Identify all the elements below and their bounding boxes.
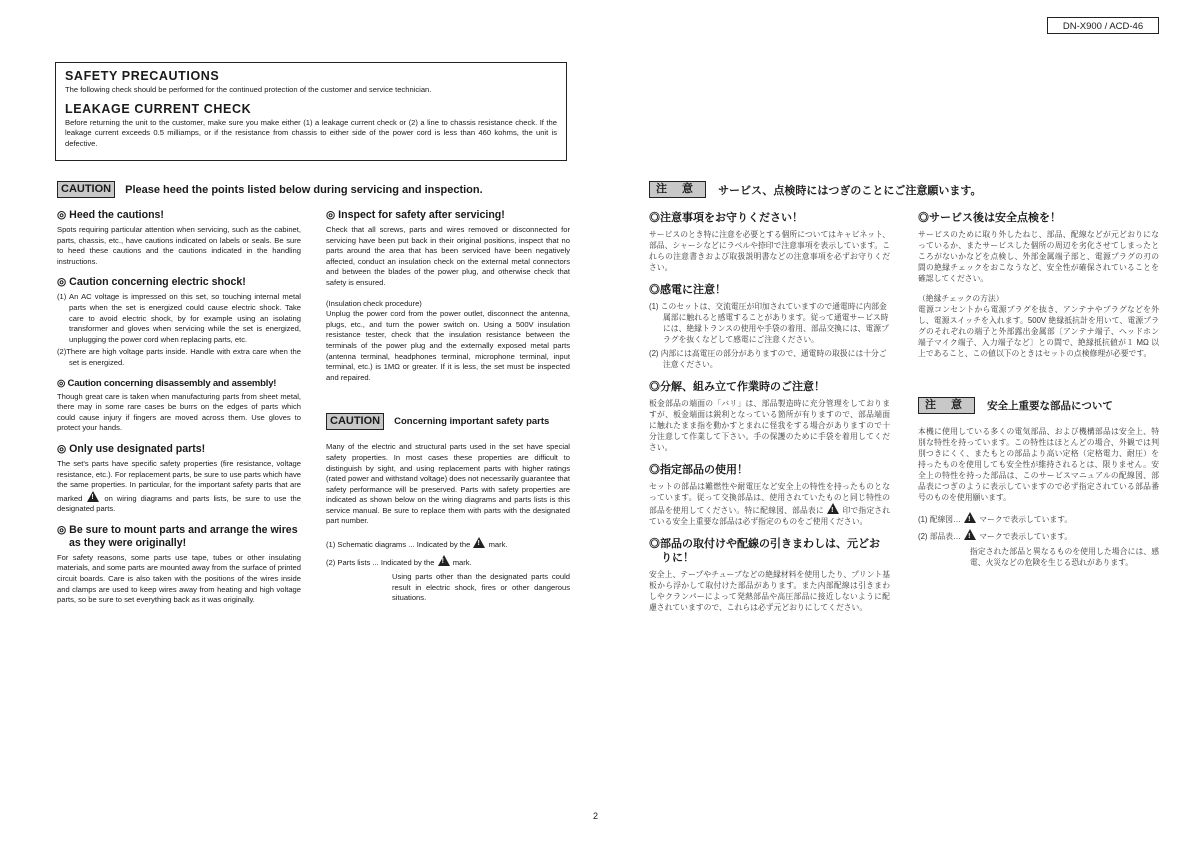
jp-insulation-text: 電源コンセントから電源プラグを抜き、アンテナやプラグなどを外し、電源スイッチを入れます。500V 絶縁抵抗計を用いて、電源プラグのそれぞれの端子と外部露出金属部〔アンテナ端子、ヘッドホン端子マイク端子、入力端子など〕との間で、絶縁抵抗値が１ MΩ 以上であること、この値以下のときはセットの点検修理が必要です。 [918, 305, 1159, 358]
middle-column [326, 209, 570, 604]
jp-designated-text-a: セットの部品は難燃性や耐電圧など安全上の特性を持ったものとなっています。従って交換部品は、使用されていたものと同じ特性の部品を使用してください。特に配線図、部品表に [649, 482, 890, 515]
model-number-box: DN-X900 / ACD-46 [1047, 17, 1159, 34]
safety-parts-heading: Concerning important safety parts [394, 416, 550, 428]
electric-shock-item-1: (1) An AC voltage is impressed on this set, so touching internal metal parts when the set is energized could cause electric shock. Take care to avoid electric shock, by for example using an isolating transformer and gloves when servicing while the set is energized, unplugging the power cord when replacing parts, etc. [57, 292, 301, 344]
designated-parts-text-a: The set's parts have specific safety properties (fire resistance, voltage resistance, etc.). For replacement parts, be sure to use parts which have the same properties. In particular, for the important safety parts that are marked [57, 458, 301, 503]
jp-mount-title: ◎部品の取付けや配線の引きまわしは、元どおりに！ [649, 538, 880, 564]
jp-caution-heading-row [649, 181, 982, 198]
jp-schematic-item [918, 512, 1159, 525]
jp-mount-text: 安全上、テープやチューブなどの絶縁材料を使用したり、プリント基板から浮かして取付けた部品があります。また内部配線は引きまわしやクランパーによって発熱部品や高圧部品に接近しないように配慮されていますので、これらは必ず元どおりにしてください。 [649, 570, 890, 612]
mount-parts-text: For safety reasons, some parts use tape, tubes or other insulating materials, and some parts are mounted away from the surface of printed circuit boards. Care is also taken with the positions of the wires inside and clamps are used to keep wires away from heating and high voltage parts, so be sure to set everything back as it was originally. [57, 552, 301, 605]
jp-parts-warning-note: 指定された部品と異なるものを使用した場合には、感電、火災などの危険を生じる恐れがあります。 [970, 547, 1159, 567]
insulation-text: Unplug the power cord from the power outlet, disconnect the antenna, plugs, etc., and turn the power switch on. Using a 500V insulation resistance tester, check that the insulation resistance between the terminals of the power plug and the externally exposed metal parts (antenna terminal, headphones terminal, microphone terminal, input terminal, etc.) is 1MΩ or greater. If it is less, the set must be inspected and repaired. [326, 309, 570, 382]
jp-shock-item-1: (1) このセットは、交流電圧が印加されていますので通電時に内部金属部に触れると感電することがあります。従って通電サービス時には、絶縁トランスの使用や手袋の着用、部品交換には、電源プラグを抜くなどして感電にご注意ください。 [649, 302, 889, 344]
warning-triangle-icon [827, 503, 839, 514]
heed-cautions-title: ◎ Heed the cautions! [57, 209, 164, 221]
warning-triangle-icon [964, 512, 976, 523]
jp-right-column [918, 211, 1159, 568]
schematic-item-a: (1) Schematic diagrams ... Indicated by the [326, 540, 471, 550]
warning-triangle-icon [473, 537, 485, 548]
electric-shock-item-2: (2)There are high voltage parts inside. Handle with extra care when the set is energized. [57, 347, 301, 367]
warning-triangle-icon [438, 555, 450, 566]
parts-list-item [326, 555, 570, 569]
jp-assembly-text: 板金部品の端面の「バリ」は、部品製造時に充分管理をしておりますが、板金端面は鋭利となっている箇所が有りますので、部品端面に触れたまま指を動かすとまれに怪我をする場合がありますので十分注意して作業して下さい。手の保護のために手袋を着用してください。 [649, 399, 890, 452]
page-number: 2 [592, 811, 598, 821]
jp-parts-list-item-b: マークで表示しています。 [979, 532, 1073, 541]
jp-assembly-title: ◎分解、組み立て作業時のご注意！ [649, 381, 825, 393]
jp-parts-list-item-a: (2) 部品表… [918, 532, 961, 541]
jp-insulation-label: （絶縁チェックの方法） [918, 294, 1004, 303]
caution-tag-2: CAUTION [326, 413, 384, 430]
parts-warning-note: Using parts other than the designated parts could result in electric shock, fires or other dangerous situations. [392, 572, 570, 603]
jp-safety-parts-heading-row [918, 397, 1159, 414]
warning-triangle-icon [87, 491, 99, 502]
schematic-item-b: mark. [488, 540, 508, 550]
jp-shock-title: ◎感電に注意！ [649, 284, 726, 296]
jp-caution-tag: 注 意 [649, 181, 706, 198]
mount-parts-title: ◎ Be sure to mount parts and arrange the wires as they were originally! [57, 523, 298, 549]
warning-triangle-icon [964, 529, 976, 540]
safety-intro: The following check should be performed for the continued protection of the customer and service technician. [65, 85, 432, 94]
caution-heading: Please heed the points listed below during servicing and inspection. [125, 183, 483, 196]
jp-caution-tag-2: 注 意 [918, 397, 975, 414]
safety-precautions-box [55, 62, 567, 161]
jp-shock-item-2: (2) 内部には高電圧の部分がありますので、通電時の取扱には十分ご注意ください。 [649, 349, 887, 369]
jp-safety-parts-text: 本機に使用している多くの電気部品、および機構部品は安全上、特別な特性を持っています。この特性はほとんどの場合、外観では判別つきにくく、またもとの部品より高い定格（定格電力、耐圧）を持ったものを使用しても安全性が維持されるとは、限りません。安全上の特性を持った部品は、このサービスマニュアルの配線図、部品表につぎのように表示していますので必ず指定されている部品番号のものを使用願います。 [918, 427, 1159, 502]
inspect-safety-text: Check that all screws, parts and wires removed or disconnected for servicing have been put back in their original positions, inspect that no parts around the area that has been serviced have been negatively affected, conduct an insulation check on the external metal connectors and between the blades of the power plug, and otherwise check that safety is ensured. [326, 225, 570, 287]
safety-parts-heading-row [326, 413, 570, 430]
jp-safety-parts-heading: 安全上重要な部品について [987, 400, 1113, 412]
jp-designated-text-b: 印で指定されている安全上重要な部品は必ず指定のものをご使用ください。 [649, 506, 891, 526]
schematic-item [326, 537, 570, 551]
jp-heed-text: サービスのとき特に注意を必要とする個所についてはキャビネット、部品、シャーシなどにラベルや捺印で注意事項を表示しています。これらの注意書きおよび取扱説明書などの注意事項を必ずお守りください。 [649, 230, 890, 272]
jp-schematic-item-a: (1) 配線図… [918, 515, 961, 524]
heed-cautions-text: Spots requiring particular attention when servicing, such as the cabinet, parts, chassis, etc., have cautions indicated on labels or seals. Be sure to heed these cautions and the cautions indicated in the handling instructions. [57, 225, 301, 266]
jp-designated-text [649, 481, 890, 527]
electric-shock-title: ◎ Caution concerning electric shock! [57, 276, 246, 289]
leakage-text: Before returning the unit to the customer, make sure you make either (1) a leakage current check or (2) a line to chassis resistance check. If the leakage current exceeds 0.5 milliamps, or if the resistance from chassis to either side of the power cord is less than 460 kohms, the unit is defective. [65, 117, 557, 148]
jp-parts-list-item [918, 529, 1159, 542]
jp-inspect-title: ◎サービス後は安全点検を！ [918, 212, 1061, 224]
jp-schematic-item-b: マークで表示しています。 [979, 515, 1073, 524]
jp-caution-heading: サービス、点検時にはつぎのことにご注意願います。 [718, 184, 982, 197]
leakage-title: LEAKAGE CURRENT CHECK [65, 101, 252, 116]
jp-left-column [649, 211, 890, 613]
insulation-label: (Insulation check procedure) [326, 298, 422, 308]
jp-inspect-text: サービスのために取り外したねじ、部品、配線などが元どおりになっているか、またサービスした個所の周辺を劣化させてしまったところがないかなどを点検し、外部金属端子部と、電源プラグの刃の間の絶縁チェックをおこなうなど、安全性が確保されていることを確認してください。 [918, 230, 1159, 283]
safety-title: SAFETY PRECAUTIONS [65, 69, 220, 83]
disassembly-text: Though great care is taken when manufacturing parts from sheet metal, there may in some rare cases be burrs on the edges of parts which could cause injury if fingers are moved across them. Use gloves to protect your hands. [57, 391, 301, 433]
designated-parts-title: ◎ Only use designated parts! [57, 442, 206, 455]
designated-parts-text-b: on wiring diagrams and parts lists, be sure to use the designated parts. [57, 493, 301, 514]
caution-tag: CAUTION [57, 181, 115, 198]
inspect-safety-title: ◎ Inspect for safety after servicing! [326, 209, 505, 221]
jp-designated-title: ◎指定部品の使用！ [649, 464, 748, 476]
parts-list-item-a: (2) Parts lists ... Indicated by the [326, 557, 435, 567]
disassembly-title: ◎ Caution concerning disassembly and assembly! [57, 377, 277, 389]
left-column [57, 209, 301, 606]
jp-heed-title: ◎注意事項をお守りください！ [649, 212, 803, 224]
caution-heading-row [57, 181, 483, 198]
designated-parts-text [57, 459, 301, 515]
parts-list-item-b: mark. [452, 557, 472, 567]
safety-parts-text: Many of the electric and structural parts used in the set have special safety properties. In most cases these properties are difficult to distinguish by sight, and using replacement parts with higher ratings (rated power and withstand voltage) does not necessarily guarantee that safety performance will be preserved. Parts with safety properties are indicated as shown below on the wiring diagrams and parts lists is this service manual. Be sure to replace them with parts with the designated part number. [326, 442, 570, 526]
